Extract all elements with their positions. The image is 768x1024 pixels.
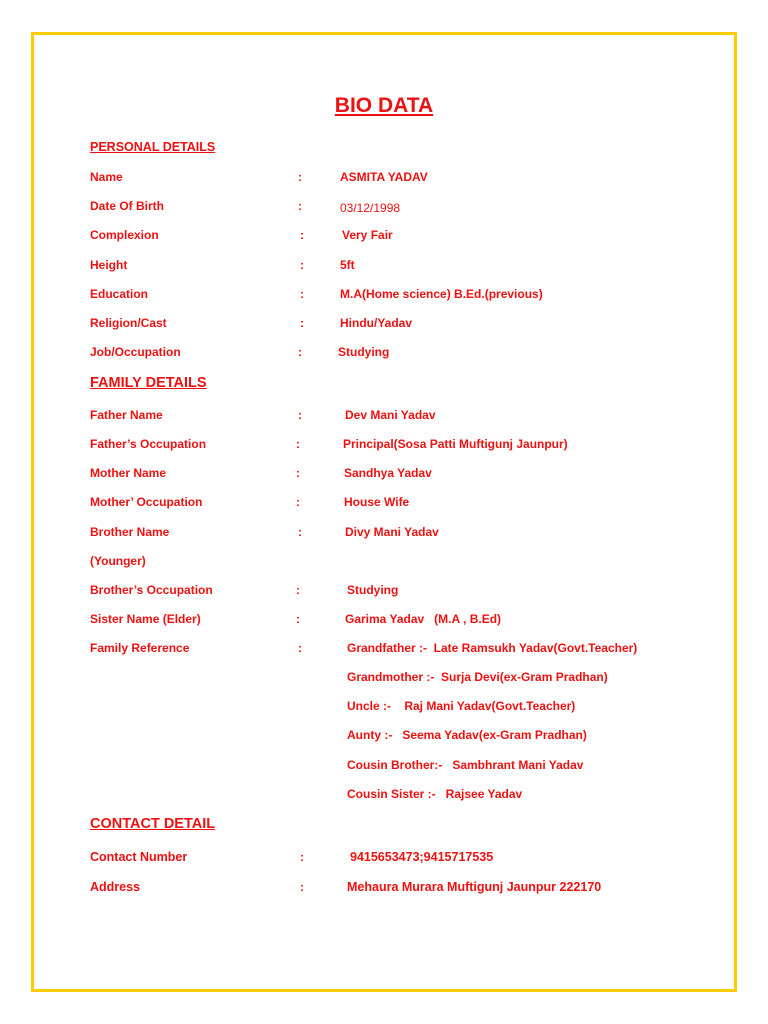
contact-number-label: Contact Number	[90, 850, 188, 864]
colon: :	[300, 287, 304, 301]
complexion-value: Very Fair	[342, 228, 393, 242]
colon: :	[298, 345, 302, 359]
colon: :	[300, 258, 304, 272]
page-title: BIO DATA	[334, 94, 434, 117]
family-details-heading: FAMILY DETAILS	[90, 375, 207, 391]
colon: :	[300, 228, 304, 242]
address-label: Address	[90, 880, 141, 894]
colon: :	[300, 316, 304, 330]
brother-younger-note: (Younger)	[90, 554, 146, 568]
family-reference-cousin-brother: Cousin Brother:- Sambhrant Mani Yadav	[347, 758, 584, 772]
sister-name-value: Garima Yadav (M.A , B.Ed)	[345, 612, 502, 626]
mother-occupation-value: House Wife	[344, 495, 410, 509]
father-occupation-value: Principal(Sosa Patti Muftigunj Jaunpur)	[343, 437, 568, 451]
colon: :	[300, 850, 304, 864]
colon: :	[298, 641, 302, 655]
religion-label: Religion/Cast	[90, 316, 167, 330]
contact-detail-heading: CONTACT DETAIL	[90, 816, 216, 832]
colon: :	[298, 525, 302, 539]
colon: :	[298, 408, 302, 422]
colon: :	[296, 583, 300, 597]
father-name-label: Father Name	[90, 408, 163, 422]
colon: :	[298, 199, 302, 213]
brother-name-value: Divy Mani Yadav	[345, 525, 439, 539]
occupation-value: Studying	[338, 345, 390, 359]
personal-details-heading: PERSONAL DETAILS	[90, 140, 216, 154]
father-occupation-label: Father’s Occupation	[90, 437, 207, 451]
brother-occupation-value: Studying	[347, 583, 399, 597]
religion-value: Hindu/Yadav	[340, 316, 413, 330]
colon: :	[296, 612, 300, 626]
name-label: Name	[90, 170, 123, 184]
colon: :	[300, 880, 304, 894]
family-reference-grandmother: Grandmother :- Surja Devi(ex-Gram Pradhan)	[347, 670, 608, 684]
colon: :	[296, 437, 300, 451]
family-reference-label: Family Reference	[90, 641, 190, 655]
colon: :	[296, 466, 300, 480]
dob-value: 03/12/1998	[340, 201, 401, 215]
family-reference-aunty: Aunty :- Seema Yadav(ex-Gram Pradhan)	[347, 728, 587, 742]
education-label: Education	[90, 287, 149, 301]
family-reference-grandfather: Grandfather :- Late Ramsukh Yadav(Govt.Teacher)	[347, 641, 638, 655]
family-reference-cousin-sister: Cousin Sister :- Rajsee Yadav	[347, 787, 523, 801]
name-value: ASMITA YADAV	[340, 170, 428, 184]
height-label: Height	[90, 258, 128, 272]
address-value: Mehaura Murara Muftigunj Jaunpur 222170	[347, 880, 602, 894]
contact-number-value: 9415653473;9415717535	[350, 850, 494, 864]
height-value: 5ft	[340, 258, 355, 272]
dob-label: Date Of Birth	[90, 199, 165, 213]
colon: :	[298, 170, 302, 184]
mother-occupation-label: Mother’ Occupation	[90, 495, 203, 509]
education-value: M.A(Home science) B.Ed.(previous)	[340, 287, 543, 301]
complexion-label: Complexion	[90, 228, 159, 242]
brother-occupation-label: Brother’s Occupation	[90, 583, 213, 597]
father-name-value: Dev Mani Yadav	[345, 408, 436, 422]
occupation-label: Job/Occupation	[90, 345, 181, 359]
mother-name-value: Sandhya Yadav	[344, 466, 432, 480]
sister-name-label: Sister Name (Elder)	[90, 612, 201, 626]
colon: :	[296, 495, 300, 509]
brother-name-label: Brother Name	[90, 525, 170, 539]
family-reference-uncle: Uncle :- Raj Mani Yadav(Govt.Teacher)	[347, 699, 576, 713]
mother-name-label: Mother Name	[90, 466, 167, 480]
